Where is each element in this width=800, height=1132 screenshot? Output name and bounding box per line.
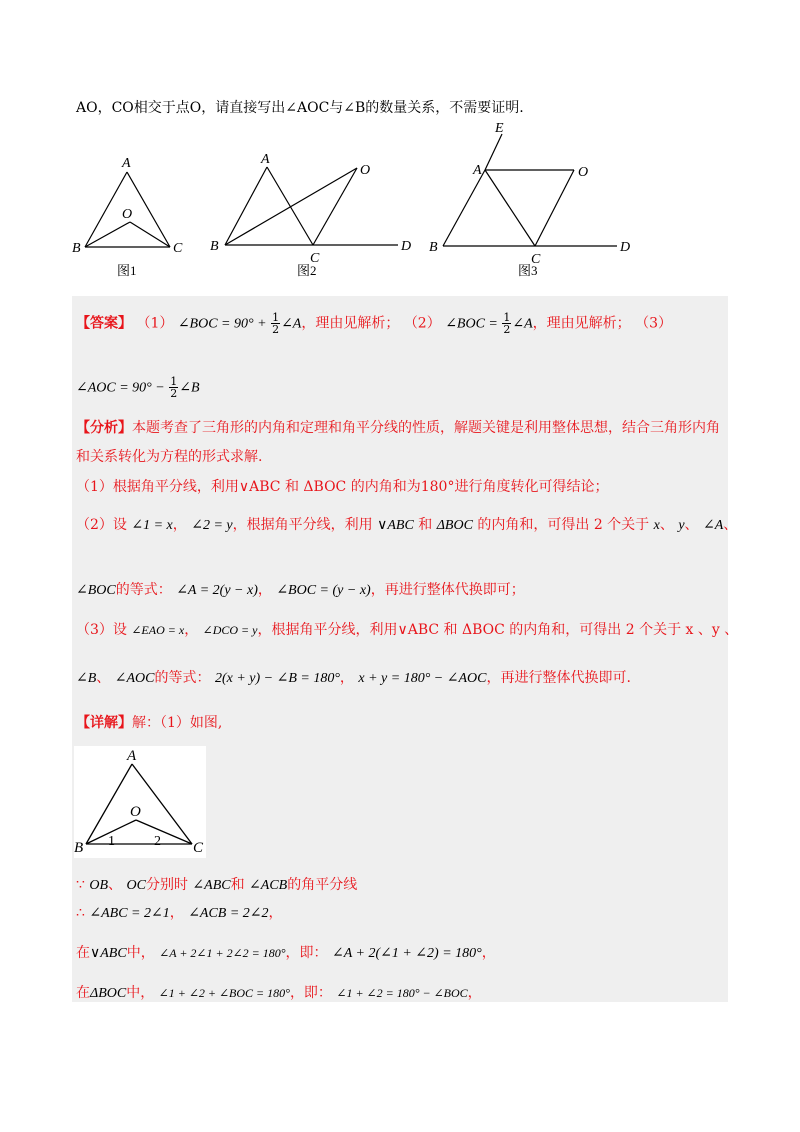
detail-step-3: 在∨ABC中， ∠A + 2∠1 + 2∠2 = 180°，即： ∠A + 2(∠1 + ∠2) = 180°， [76, 945, 496, 961]
fig2-seg-co [313, 168, 357, 245]
detail-step-4: 在ΔBOC中， ∠1 + ∠2 + ∠BOC = 180°，即： ∠1 + ∠2 = 180° − ∠BOC， [76, 985, 482, 1001]
answer-p2-expr: ∠BOC = [445, 316, 502, 332]
fig2-label-a: A [261, 152, 270, 167]
fig1-label-a: A [122, 156, 131, 171]
fig2-label-c: C [310, 251, 320, 266]
detail-step-2: ∴ ∠ABC = 2∠1， ∠ACB = 2∠2， [76, 905, 283, 921]
detail-fig-label-a: A [127, 748, 137, 764]
answer-p1-reason: ，理由见解析； [301, 315, 400, 332]
answer-p2-reason: ，理由见解析； [532, 315, 631, 332]
fig1-caption: 图1 [117, 263, 137, 278]
detail-step-1: ∵ OB、 OC分别时 ∠ABC和 ∠ACB的角平分线 [76, 877, 358, 893]
fig3-label-d: D [620, 240, 631, 255]
answer-p3-expr: ∠AOC = 90° − [76, 380, 169, 396]
fig3-caption: 图3 [518, 263, 538, 278]
detail-figure-box [74, 746, 206, 858]
half-fraction: $\frac{1}{2}$ [272, 311, 280, 336]
answer-p2-no: （2） [403, 315, 441, 332]
fig2-label-o: O [360, 163, 371, 178]
fig3-label-o: O [578, 165, 589, 180]
analysis-step-1: （1）根据角平分线，利用∨ABC 和 ΔBOC 的内角和为180°进行角度转化可得结论； [76, 479, 609, 495]
answer-p2-tail: ∠A [512, 316, 533, 332]
fig2-label-d: D [401, 239, 412, 254]
fig1-side-ac [127, 172, 170, 247]
fig2-label-b: B [210, 239, 219, 254]
answer-line-2 [76, 376, 200, 399]
detail-fig-label-c: C [193, 840, 204, 856]
fig3-label-b: B [429, 240, 438, 255]
fig1-seg-co [130, 222, 170, 247]
solution-panel [72, 296, 728, 1002]
analysis-step-3: （3）设 ∠EAO = x， ∠DCO = y，根据角平分线，利用∨ABC 和 ΔBOC 的内角和，可得出 2 个关于 x 、y 、 [76, 622, 739, 638]
detail-line-1 [76, 713, 222, 733]
fig3-side-ac [485, 170, 535, 246]
fig1-label-o: O [122, 207, 133, 222]
detail-intro: 解：（1）如图, [132, 715, 223, 731]
fig3-seg-co [535, 170, 574, 246]
detail-tag: 【详解】 [76, 715, 132, 731]
fig3-side-ab [443, 170, 485, 246]
problem-figures [60, 122, 660, 282]
half-fraction: $\frac{1}{2}$ [170, 375, 178, 400]
analysis-text-1: 本题考查了三角形的内角和定理和角平分线的性质，解题关键是利用整体思想，结合三角形内角 [132, 420, 720, 436]
detail-fig-label-b: B [74, 840, 84, 856]
problem-intro: AO，CO相交于点O，请直接写出∠AOC与∠B的数量关系，不需要证明. [76, 100, 524, 116]
fig1-label-b: B [72, 241, 81, 256]
fig3-ray-ae [485, 134, 502, 170]
answer-p1-tail: ∠A [281, 316, 302, 332]
analysis-tag: 【分析】 [76, 420, 132, 436]
fig2-caption: 图2 [297, 263, 317, 278]
fig1-label-c: C [173, 241, 183, 256]
analysis-step-2: （2）设 ∠1 = x， ∠2 = y，根据角平分线，利用 ∨ABC 和 ΔBOC 的内角和，可得出 2 个关于 x、 y、 ∠A、 [76, 517, 738, 533]
fig3-label-e: E [495, 122, 504, 136]
detail-fig-side-ab [86, 764, 132, 844]
answer-line-1 [76, 312, 672, 335]
answer-tag: 【答案】 [76, 315, 132, 332]
answer-p1-no: （1） [136, 315, 174, 332]
answer-p1-expr: ∠BOC = 90° + [177, 316, 271, 332]
fig2-seg-bo [225, 168, 357, 245]
analysis-line-1 [76, 418, 720, 438]
detail-fig-side-ac [132, 764, 192, 844]
answer-p3-no: （3） [635, 315, 673, 332]
detail-figure [74, 746, 206, 858]
detail-fig-label-o: O [130, 804, 141, 820]
analysis-step-2-cont: ∠BOC的等式： ∠A = 2(y − x)， ∠BOC = (y − x)，再进行整体代换即可； [76, 582, 525, 598]
fig2-side-ac [267, 167, 313, 245]
answer-p3-tail: ∠B [179, 380, 200, 396]
fig3-label-a: A [473, 163, 482, 178]
fig3-label-c: C [531, 252, 541, 267]
analysis-step-3-cont: ∠B、 ∠AOC的等式： 2(x + y) − ∠B = 180°， x + y = 180° − ∠AOC，再进行整体代换即可. [76, 670, 631, 686]
detail-fig-angle-1: 1 [108, 834, 115, 849]
half-fraction: $\frac{1}{2}$ [503, 311, 511, 336]
detail-fig-angle-2: 2 [154, 834, 161, 849]
analysis-line-2: 和关系转化为方程的形式求解. [76, 449, 263, 465]
